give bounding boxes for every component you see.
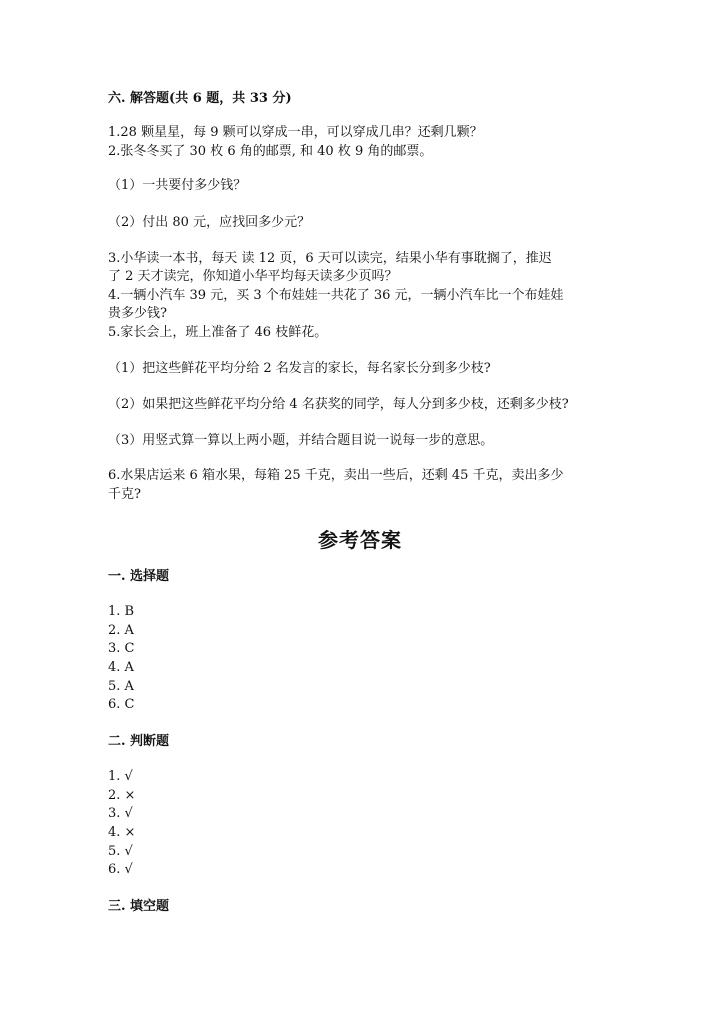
question-5-part-3: （3）用竖式算一算以上两小题，并结合题目说一说每一步的意思。 [108, 433, 494, 448]
question-5: 5.家长会上，班上准备了 46 枝鲜花。 [108, 325, 328, 340]
question-4-line-2: 贵多少钱? [108, 306, 167, 321]
answers-title: 参考答案 [318, 528, 402, 552]
answers-section-choice-heading: 一. 选择题 [108, 569, 170, 584]
question-6-line-2: 千克? [108, 487, 141, 502]
question-2-part-2: （2）付出 80 元，应找回多少元？ [108, 215, 311, 230]
answers-section-fill-heading: 三. 填空题 [108, 899, 170, 914]
answer-choice-6: 6. C [108, 697, 135, 712]
answer-choice-5: 5. A [108, 679, 134, 694]
answer-judge-3: 3. √ [108, 806, 133, 821]
answer-judge-6: 6. √ [108, 862, 133, 877]
answer-choice-1: 1. B [108, 604, 135, 619]
answer-judge-1: 1. √ [108, 769, 133, 784]
answer-judge-5: 5. √ [108, 844, 133, 859]
answer-choice-3: 3. C [108, 641, 135, 656]
answer-choice-4: 4. A [108, 660, 134, 675]
question-6-line-1: 6.水果店运来 6 箱水果，每箱 25 千克，卖出一些后，还剩 45 千克，卖出多少 [108, 468, 564, 483]
question-2: 2.张冬冬买了 30 枚 6 角的邮票, 和 40 枚 9 角的邮票。 [108, 144, 433, 159]
answers-section-judge-heading: 二. 判断题 [108, 734, 170, 749]
question-3-line-2: 了 2 天才读完，你知道小华平均每天读多少页吗？ [108, 269, 398, 284]
question-2-part-1: （1）一共要付多少钱？ [108, 178, 247, 193]
question-5-part-2: （2）如果把这些鲜花平均分给 4 名获奖的同学，每人分到多少枝，还剩多少枝? [108, 397, 569, 412]
question-1: 1.28 颗星星，每 9 颗可以穿成一串，可以穿成几串？还剩几颗？ [108, 125, 483, 140]
section-heading-solve: 六. 解答题(共 6 题，共 33 分) [108, 91, 292, 106]
question-3-line-1: 3.小华读一本书，每天 读 12 页，6 天可以读完，结果小华有事耽搁了，推迟 [108, 251, 552, 266]
question-4-line-1: 4.一辆小汽车 39 元，买 3 个布娃娃一共花了 36 元，一辆小汽车比一个布娃娃 [108, 288, 564, 303]
answer-choice-2: 2. A [108, 623, 134, 638]
question-5-part-1: （1）把这些鲜花平均分给 2 名发言的家长，每名家长分到多少枝? [108, 361, 491, 376]
answer-judge-4: 4. × [108, 825, 136, 840]
answer-judge-2: 2. × [108, 788, 136, 803]
